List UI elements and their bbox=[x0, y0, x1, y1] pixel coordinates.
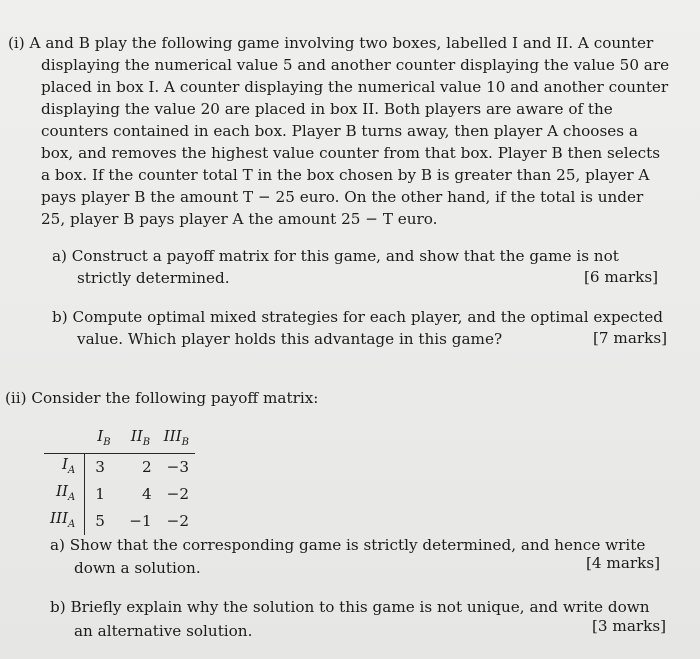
matrix-cell: 4 bbox=[141, 485, 152, 504]
part-ii-a-line-1: a) Show that the corresponding game is strictly determined, and hence write bbox=[50, 536, 646, 554]
part-ii-b-marks: [3 marks] bbox=[592, 617, 667, 635]
part-i-a-marks: [6 marks] bbox=[584, 268, 659, 286]
payoff-matrix bbox=[44, 426, 195, 535]
matrix-cell: 3 bbox=[95, 458, 105, 477]
part-ii-a-marks: [4 marks] bbox=[586, 554, 661, 572]
matrix-cell: −2 bbox=[166, 485, 189, 504]
matrix-corner bbox=[44, 426, 85, 454]
matrix-row-3 bbox=[44, 508, 195, 535]
part-i-line-2: displaying the numerical value 5 and another counter displaying the value 50 are bbox=[41, 56, 670, 74]
part-i-a-line-2: strictly determined. bbox=[77, 269, 230, 287]
matrix-cell: −2 bbox=[166, 512, 189, 531]
matrix-cell: 5 bbox=[95, 512, 105, 531]
part-i-line-9: 25, player B pays player A the amount 25 − T euro. bbox=[41, 210, 438, 228]
part-i-line-5: counters contained in each box. Player B turns away, then player A chooses a bbox=[41, 122, 638, 140]
col-header-2: $II_B$ bbox=[123, 426, 157, 454]
matrix-row-2 bbox=[44, 481, 195, 508]
col-header-3: $III_B$ bbox=[158, 426, 195, 454]
part-i-line-4: displaying the value 20 are placed in box II. Both players are aware of the bbox=[41, 100, 613, 118]
part-i-line-1: (i) A and B play the following game involving two boxes, labelled I and II. A counter bbox=[8, 34, 654, 52]
part-i-line-6: box, and removes the highest value counter from that box. Player B then selects bbox=[41, 144, 660, 162]
matrix-cell: −3 bbox=[166, 458, 189, 477]
part-i-b-marks: [7 marks] bbox=[593, 329, 668, 347]
matrix-row-1 bbox=[44, 454, 195, 482]
part-ii-a-line-2: down a solution. bbox=[74, 559, 201, 577]
matrix-cell: 1 bbox=[95, 485, 105, 504]
part-i-b-line-2: value. Which player holds this advantage in this game? bbox=[77, 330, 503, 348]
part-i-a-line-1: a) Construct a payoff matrix for this game, and show that the game is not bbox=[52, 247, 619, 265]
matrix-cell: −1 bbox=[129, 512, 152, 531]
part-ii-intro: (ii) Consider the following payoff matrix: bbox=[5, 389, 319, 407]
part-i-line-8: pays player B the amount T − 25 euro. On the other hand, if the total is under bbox=[41, 188, 644, 206]
part-ii-b-line-1: b) Briefly explain why the solution to this game is not unique, and write down bbox=[50, 598, 650, 616]
part-ii-b-line-2: an alternative solution. bbox=[74, 622, 253, 640]
row-label-2: $II_A$ bbox=[44, 481, 85, 508]
part-i-line-3: placed in box I. A counter displaying the numerical value 10 and another counter bbox=[41, 78, 669, 96]
matrix-header-row bbox=[44, 426, 195, 454]
row-label-3: $III_A$ bbox=[44, 508, 85, 535]
part-i-line-7: a box. If the counter total T in the box chosen by B is greater than 25, player A bbox=[41, 166, 650, 184]
col-header-1: $I_B$ bbox=[85, 426, 124, 454]
part-i-b-line-1: b) Compute optimal mixed strategies for each player, and the optimal expected bbox=[52, 308, 663, 326]
row-label-1: $I_A$ bbox=[44, 454, 85, 482]
matrix-cell: 2 bbox=[141, 458, 152, 477]
